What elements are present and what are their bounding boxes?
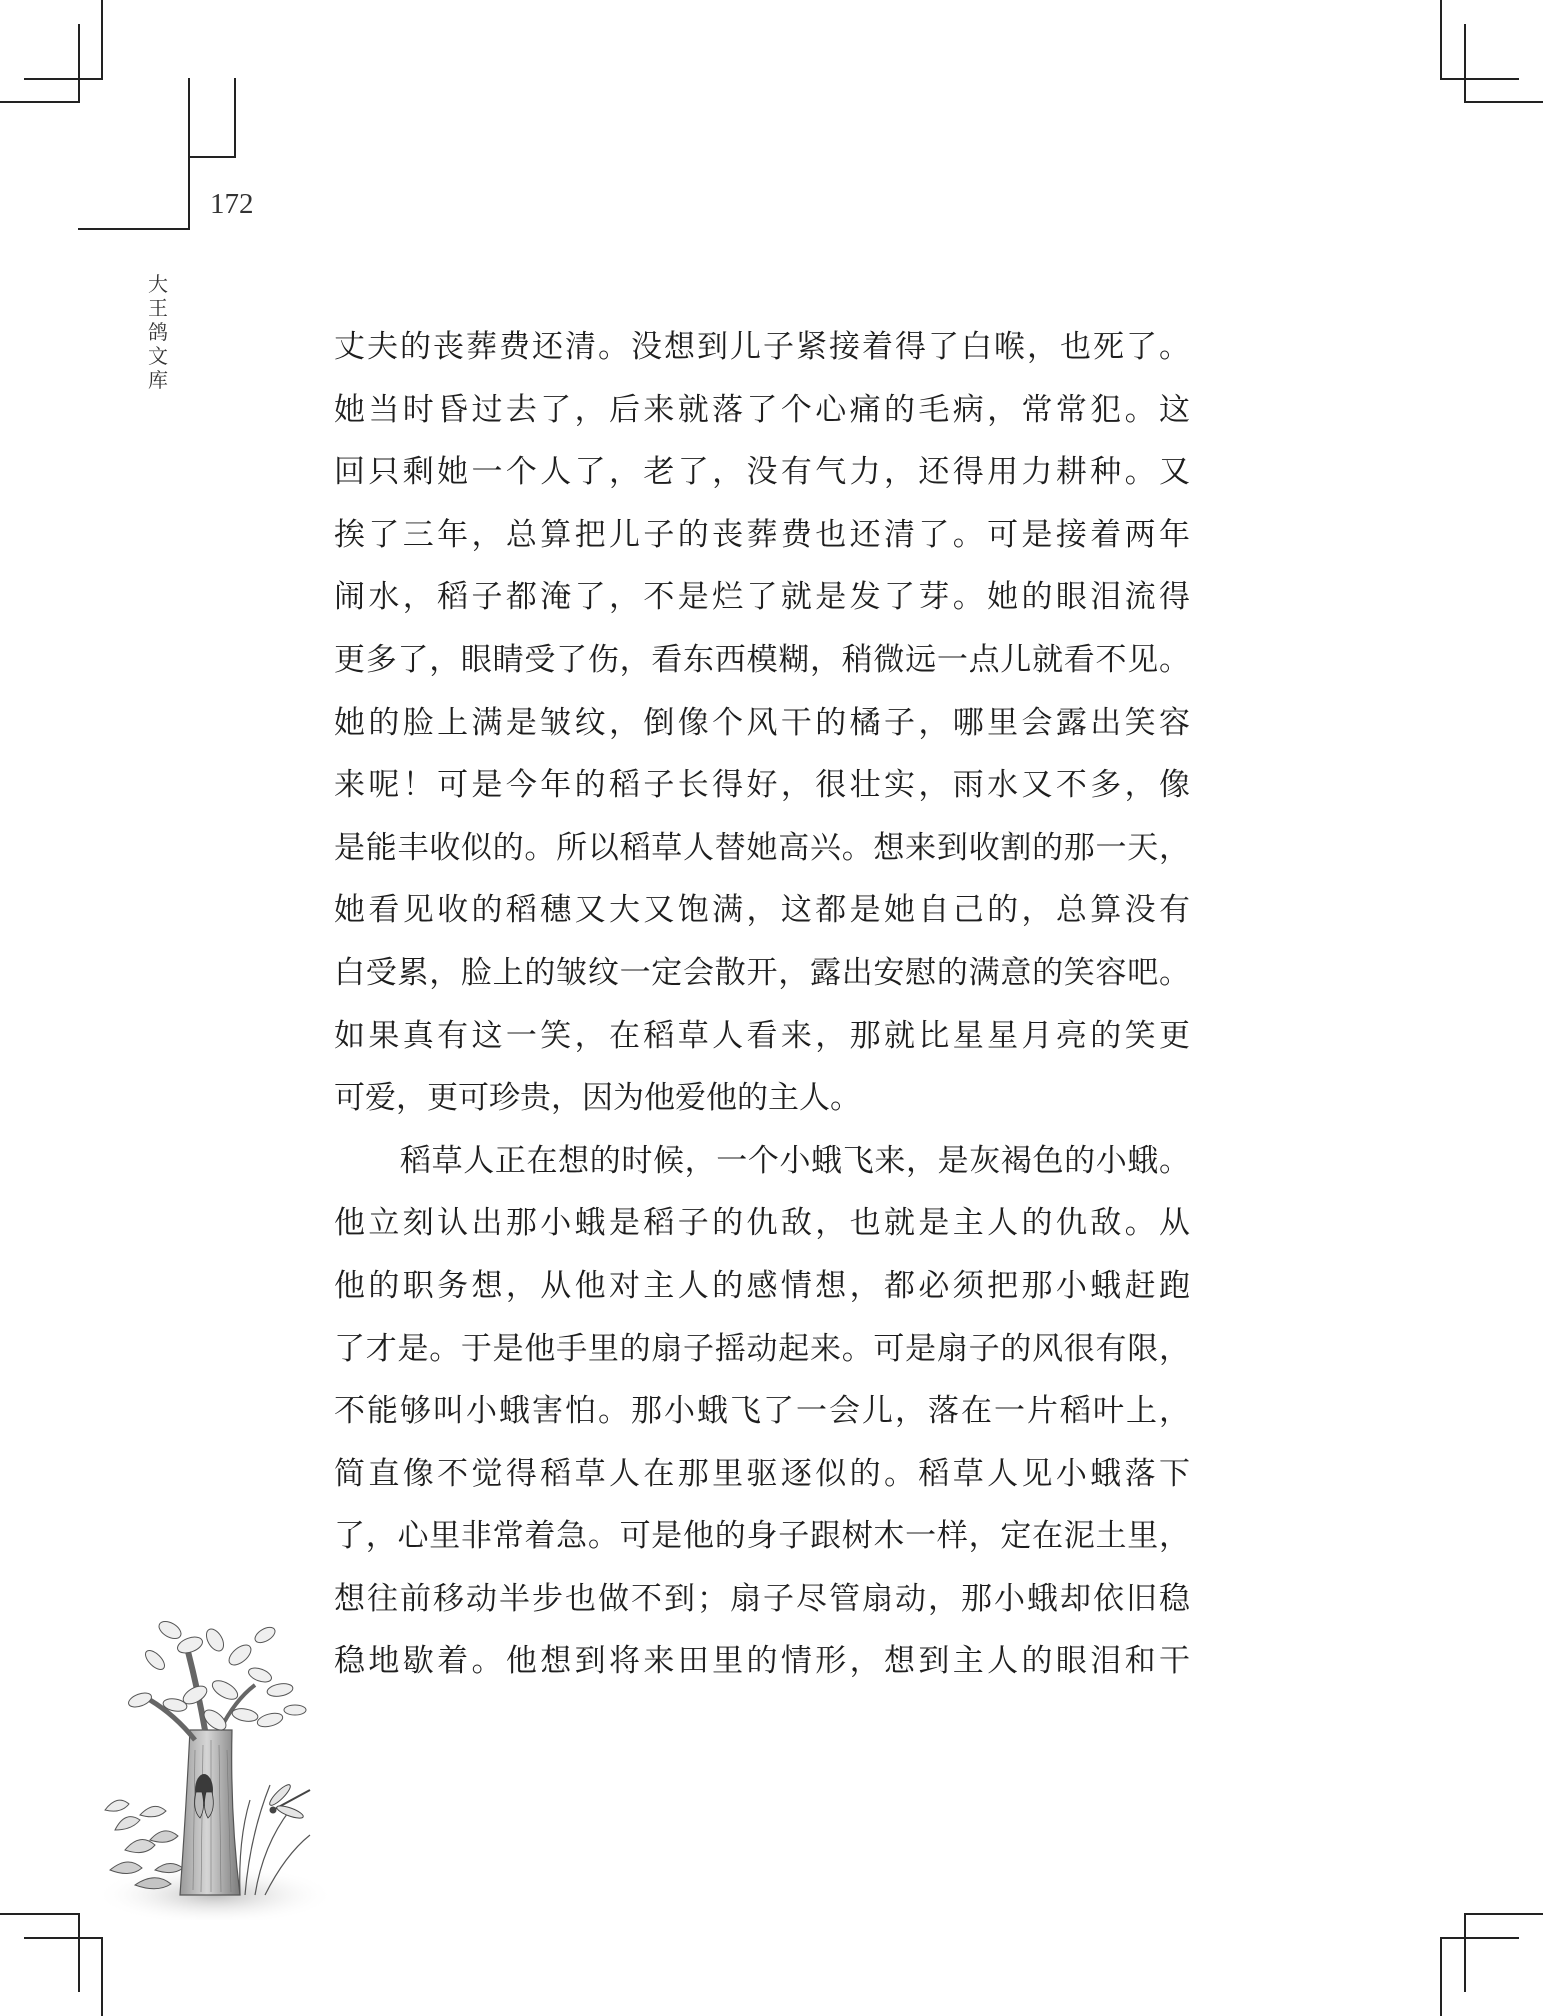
text-line: 了，心里非常着急。可是他的身子跟树木一样，定在泥土里， <box>334 1518 1190 1555</box>
crop-mark <box>1440 78 1519 80</box>
paragraph-continued <box>334 327 1190 1141</box>
crop-mark <box>1440 0 1442 79</box>
paragraph <box>334 1141 1190 1704</box>
text-line: 稳地歇着。他想到将来田里的情形，想到主人的眼泪和干 <box>334 1643 1190 1680</box>
crop-mark <box>78 24 80 103</box>
running-head-char: 大 <box>148 272 168 296</box>
text-line: 回只剩她一个人了，老了，没有气力，还得用力耕种。又 <box>334 454 1190 491</box>
running-head-char: 鸽 <box>148 320 168 344</box>
crop-mark <box>1440 1937 1519 1939</box>
text-line: 来呢！可是今年的稻子长得好，很壮实，雨水又不多，像 <box>334 767 1190 804</box>
text-line: 丈夫的丧葬费还清。没想到儿子紧接着得了白喉，也死了。 <box>334 329 1190 365</box>
crop-mark <box>0 101 80 103</box>
crop-mark <box>24 78 103 80</box>
text-line: 她看见收的稻穗又大又饱满，这都是她自己的，总算没有 <box>334 892 1190 929</box>
text-line: 了才是。于是他手里的扇子摇动起来。可是扇子的风很有限， <box>334 1330 1190 1367</box>
text-line: 闹水，稻子都淹了，不是烂了就是发了芽。她的眼泪流得 <box>334 579 1190 616</box>
text-line: 可爱，更可珍贵，因为他爱他的主人。 <box>334 1080 861 1117</box>
page-frame-mark <box>188 156 236 158</box>
tree-illustration <box>95 1600 335 1920</box>
text-line: 他的职务想，从他对主人的感情想，都必须把那小蛾赶跑 <box>334 1267 1190 1304</box>
dragonfly-drawing <box>267 1782 310 1820</box>
text-line: 他立刻认出那小蛾是稻子的仇敌，也就是主人的仇敌。从 <box>334 1205 1190 1242</box>
text-line: 稻草人正在想的时候，一个小蛾飞来，是灰褐色的小蛾。 <box>400 1142 1190 1179</box>
text-line: 她的脸上满是皱纹，倒像个风干的橘子，哪里会露出笑容 <box>334 704 1190 741</box>
running-head-char: 库 <box>148 368 168 392</box>
running-head <box>146 272 170 392</box>
text-line: 挨了三年，总算把儿子的丧葬费也还清了。可是接着两年 <box>334 516 1190 553</box>
text-line: 她当时昏过去了，后来就落了个心痛的毛病，常常犯。这 <box>334 391 1190 428</box>
crop-mark <box>1464 101 1543 103</box>
page-frame-mark <box>188 78 190 230</box>
text-line: 简直像不觉得稻草人在那里驱逐似的。稻草人见小蛾落下 <box>334 1455 1190 1492</box>
crop-mark <box>101 0 103 79</box>
text-line: 是能丰收似的。所以稻草人替她高兴。想来到收割的那一天， <box>334 829 1190 866</box>
crop-mark <box>78 1913 80 1992</box>
running-head-char: 文 <box>148 344 168 368</box>
running-head-char: 王 <box>148 296 168 320</box>
text-line: 更多了，眼睛受了伤，看东西模糊，稍微远一点儿就看不见。 <box>334 641 1190 678</box>
crop-mark <box>1440 1937 1442 2016</box>
text-line: 想往前移动半步也做不到；扇子尽管扇动，那小蛾却依旧稳 <box>334 1580 1190 1617</box>
page-frame-mark <box>234 78 236 157</box>
crop-mark <box>1464 1913 1466 1992</box>
text-line: 不能够叫小蛾害怕。那小蛾飞了一会儿，落在一片稻叶上， <box>334 1393 1190 1430</box>
crop-mark <box>101 1937 103 2016</box>
crop-mark <box>0 1913 79 1915</box>
crop-mark <box>24 1937 103 1939</box>
text-line: 白受累，脸上的皱纹一定会散开，露出安慰的满意的笑容吧。 <box>334 954 1190 991</box>
page-number: 172 <box>210 188 254 220</box>
crop-mark <box>1464 24 1466 103</box>
page-frame-mark <box>78 228 189 230</box>
body-text <box>334 327 1190 1704</box>
crop-mark <box>1464 1913 1543 1915</box>
text-line: 如果真有这一笑，在稻草人看来，那就比星星月亮的笑更 <box>334 1017 1190 1054</box>
